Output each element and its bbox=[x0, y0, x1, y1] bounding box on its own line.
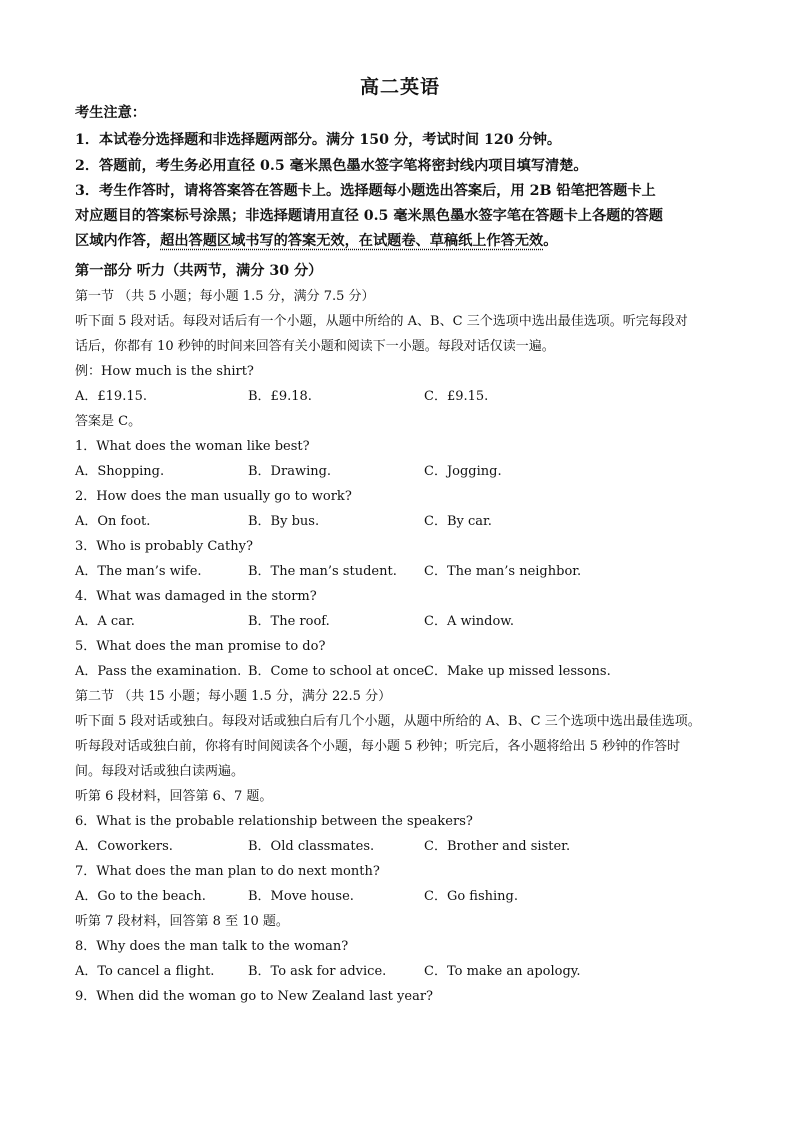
question-7: 7．What does the man plan to do next month? bbox=[75, 864, 380, 879]
example-answer: 答案是 C。 bbox=[75, 414, 142, 429]
question-6-option-c: C．Brother and sister. bbox=[424, 839, 571, 854]
question-8-option-b: B．To ask for advice. bbox=[248, 964, 387, 979]
question-5-option-a: A．Pass the examination. bbox=[75, 664, 242, 679]
section2-instructions-line-1: 听下面 5 段对话或独白。每段对话或独白后有几个小题，从题中所给的 A、B、C 三个选项中选出最佳选项。 bbox=[75, 714, 701, 729]
notice-heading: 考生注意： bbox=[75, 105, 146, 121]
question-3-option-a: A．The man’s wife. bbox=[75, 564, 202, 579]
question-5-option-b: B．Come to school at once. bbox=[248, 664, 429, 679]
question-1-option-a: A．Shopping. bbox=[75, 464, 165, 479]
question-7-option-a: A．Go to the beach. bbox=[75, 889, 206, 904]
question-2-option-c: C．By car. bbox=[424, 514, 492, 529]
question-6-option-a: A．Coworkers. bbox=[75, 839, 173, 854]
section1-instructions-line-1: 听下面 5 段对话。每段对话后有一个小题，从题中所给的 A、B、C 三个选项中选出最佳选项。听完每段对 bbox=[75, 314, 688, 329]
question-1-option-b: B．Drawing. bbox=[248, 464, 332, 479]
question-2-option-a: A．On foot. bbox=[75, 514, 151, 529]
section2-heading: 第二节 （共 15 小题；每小题 1.5 分，满分 22.5 分） bbox=[75, 689, 392, 704]
question-3-option-b: B．The man’s student. bbox=[248, 564, 397, 579]
material-7-heading: 听第 7 段材料，回答第 8 至 10 题。 bbox=[75, 914, 289, 929]
question-2-option-b: B．By bus. bbox=[248, 514, 320, 529]
question-8: 8．Why does the man talk to the woman? bbox=[75, 939, 349, 954]
example-option-a: A．£19.15. bbox=[75, 389, 148, 404]
question-3: 3．Who is probably Cathy? bbox=[75, 539, 253, 554]
material-6-heading: 听第 6 段材料，回答第 6、7 题。 bbox=[75, 789, 273, 804]
example-option-c: C．£9.15. bbox=[424, 389, 489, 404]
question-4-option-b: B．The roof. bbox=[248, 614, 330, 629]
question-7-option-c: C．Go fishing. bbox=[424, 889, 518, 904]
question-2: 2．How does the man usually go to work? bbox=[75, 489, 352, 504]
question-8-option-a: A．To cancel a flight. bbox=[75, 964, 215, 979]
question-9: 9．When did the woman go to New Zealand last year? bbox=[75, 989, 434, 1004]
question-1-option-c: C．Jogging. bbox=[424, 464, 502, 479]
notice-item-2: 2．答题前，考生务必用直径 0.5 毫米黑色墨水签字笔将密封线内项目填写清楚。 bbox=[75, 158, 588, 174]
notice-item-3-line-3-start: 区域内作答， bbox=[75, 233, 161, 249]
page-title: 高二英语 bbox=[359, 76, 440, 98]
notice-emphasis: 超出答题区域书写的答案无效，在试题卷、草稿纸上作答无效 bbox=[160, 233, 544, 249]
question-7-option-b: B．Move house. bbox=[248, 889, 354, 904]
question-1: 1．What does the woman like best? bbox=[75, 439, 310, 454]
question-5: 5．What does the man promise to do? bbox=[75, 639, 326, 654]
section1-instructions-line-2: 话后，你都有 10 秒钟的时间来回答有关小题和阅读下一小题。每段对话仅读一遍。 bbox=[75, 339, 555, 354]
question-3-option-c: C．The man’s neighbor. bbox=[424, 564, 582, 579]
section2-instructions-line-3: 间。每段对话或独白读两遍。 bbox=[75, 764, 245, 779]
section2-instructions-line-2: 听每段对话或独白前，你将有时间阅读各个小题，每小题 5 秒钟；听完后，各小题将给出 5 秒钟的作答时 bbox=[75, 739, 681, 754]
question-4-option-c: C．A window. bbox=[424, 614, 514, 629]
question-5-option-c: C．Make up missed lessons. bbox=[424, 664, 611, 679]
question-4-option-a: A．A car. bbox=[75, 614, 135, 629]
part1-heading: 第一部分 听力（共两节，满分 30 分） bbox=[75, 263, 323, 279]
example-question: 例：How much is the shirt? bbox=[75, 364, 254, 379]
notice-item-1: 1．本试卷分选择题和非选择题两部分。满分 150 分，考试时间 120 分钟。 bbox=[75, 132, 562, 148]
question-6-option-b: B．Old classmates. bbox=[248, 839, 375, 854]
question-6: 6．What is the probable relationship between the speakers? bbox=[75, 814, 473, 829]
notice-item-3-line-1: 3．考生作答时，请将答案答在答题卡上。选择题每小题选出答案后，用 2B 铅笔把答题卡上 bbox=[75, 183, 656, 199]
example-option-b: B．£9.18. bbox=[248, 389, 312, 404]
notice-item-3-line-3-end: 。 bbox=[543, 233, 558, 249]
question-4: 4．What was damaged in the storm? bbox=[75, 589, 317, 604]
question-8-option-c: C．To make an apology. bbox=[424, 964, 581, 979]
notice-item-3-line-2: 对应题目的答案标号涂黑；非选择题请用直径 0.5 毫米黑色墨水签字笔在答题卡上各题的答题 bbox=[75, 208, 663, 224]
section1-heading: 第一节 （共 5 小题；每小题 1.5 分，满分 7.5 分） bbox=[75, 289, 375, 304]
notice-item-3-line-3 bbox=[75, 233, 557, 249]
